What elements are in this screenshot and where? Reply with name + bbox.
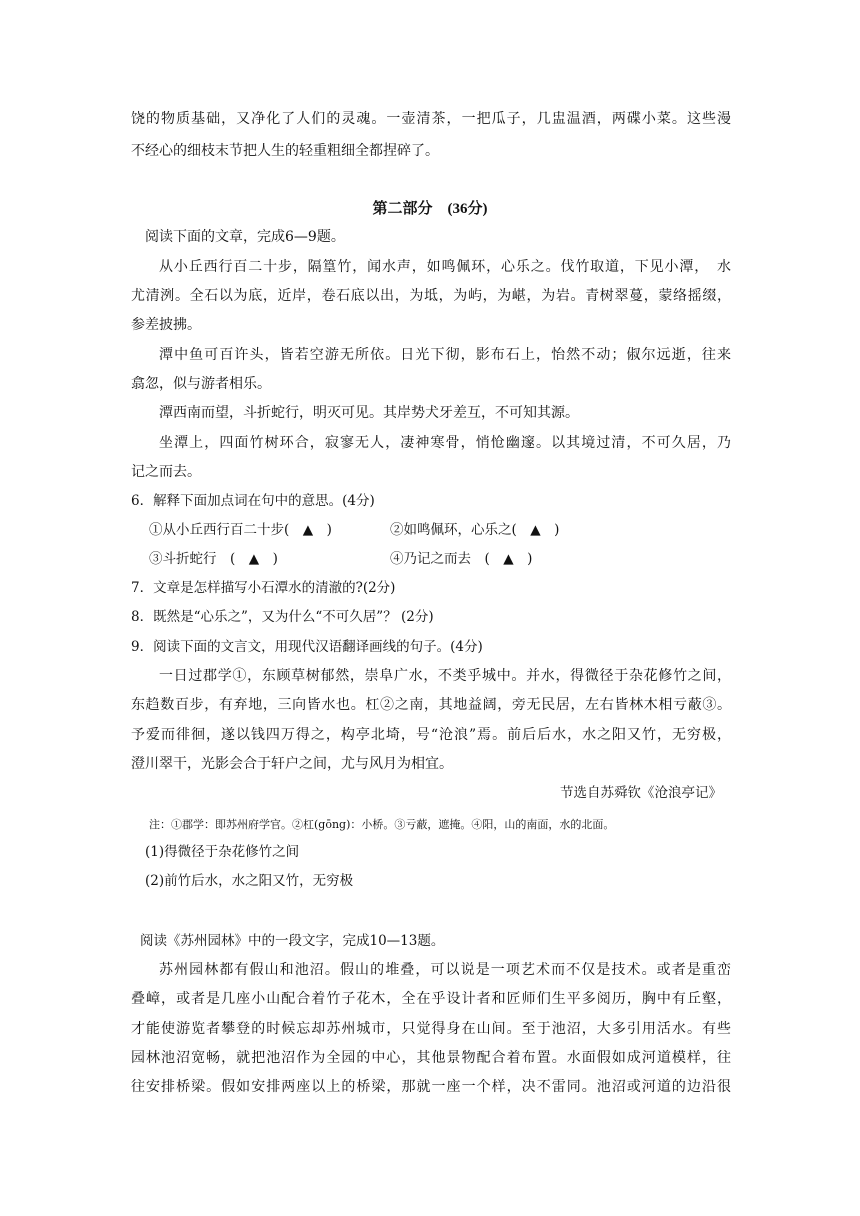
passage3-line-2: 叠嶂，或者是几座小山配合着竹子花木，全在乎设计者和匠师们生平多阅历，胸中有丘壑，: [131, 991, 731, 1007]
q6-item-1: ①从小丘西行百二十步( ▲ ): [149, 522, 332, 538]
passage2-line-3: 予爱而徘徊，遂以钱四万得之，构亭北埼，号“沧浪”焉。前后后水，水之阳又竹，无穷极，: [131, 727, 731, 743]
passage1-line-8: 记之而去。: [131, 464, 201, 480]
translate-item-2: (2)前竹后水，水之阳又竹，无穷极: [145, 873, 354, 889]
q6-stem: 6．解释下面加点词在句中的意思。(4分): [131, 493, 375, 509]
passage3-line-1: 苏州园林都有假山和池沼。假山的堆叠，可以说是一项艺术而不仅是技术。或者是重峦: [159, 962, 731, 978]
source-citation: 节选自苏舜钦《沧浪亭记》: [560, 785, 722, 801]
passage1-line-6: 潭西南而望，斗折蛇行，明灭可见。其岸势犬牙差互，不可知其源。: [159, 405, 579, 421]
passage3-line-4: 园林池沼宽畅，就把池沼作为全园的中心，其他景物配合着布置。水面假如成河道模样，往: [131, 1050, 731, 1066]
passage3-line-3: 才能使游览者攀登的时候忘却苏州城市，只觉得身在山间。至于池沼，大多引用活水。有些: [131, 1021, 731, 1037]
passage2-line-2: 东趋数百步，有弃地，三向皆水也。杠②之南，其地益阔，旁无民居，左右皆林木相亏蔽③。: [131, 697, 731, 713]
passage2-line-1: 一日过郡学①，东顾草树郁然，崇阜广水，不类乎城中。并水，得微径于杂花修竹之间，: [159, 668, 731, 684]
passage1-line-1: 从小丘西行百二十步，隔篁竹，闻水声，如鸣佩环，心乐之。伐竹取道，下见小潭， 水: [159, 259, 731, 275]
q6-item-2: ②如鸣佩环，心乐之( ▲ ): [390, 522, 560, 538]
intro-line-2: 不经心的细枝末节把人生的轻重粗细全都捏碎了。: [131, 143, 439, 159]
instruction-2: 阅读《苏州园林》中的一段文字，完成10—13题。: [140, 933, 445, 949]
q6-item-3: ③斗折蛇行 ( ▲ ): [149, 551, 278, 567]
passage3-line-5: 往安排桥梁。假如安排两座以上的桥梁，那就一座一个样，决不雷同。池沼或河道的边沿很: [131, 1079, 731, 1095]
q6-item-4: ④乃记之而去 ( ▲ ): [390, 551, 533, 567]
passage1-line-2: 尤清洌。全石以为底，近岸，卷石底以出，为坻，为屿，为嵁，为岩。青树翠蔓，蒙络摇缀，: [131, 288, 731, 304]
translate-item-1: (1)得微径于杂花修竹之间: [145, 844, 300, 860]
intro-line-1: 饶的物质基础，又净化了人们的灵魂。一壶清茶，一把瓜子，几盅温酒，两碟小菜。这些漫: [131, 111, 731, 127]
q8: 8．既然是“心乐之”，又为什么“不可久居”？ (2分): [131, 609, 434, 625]
section-title: 第二部分 (36分): [372, 201, 488, 217]
instruction-1: 阅读下面的文章，完成6—9题。: [145, 229, 345, 245]
footnote: 注：①郡学：即苏州府学官。②杠(gōng)：小桥。③亏蔽，遮掩。④阳，山的南面，水的北面。: [149, 818, 615, 831]
q7: 7．文章是怎样描写小石潭水的清澈的?(2分): [131, 580, 396, 596]
passage1-line-4: 潭中鱼可百许头，皆若空游无所依。日光下彻，影布石上，怡然不动；俶尔远逝，往来: [159, 347, 731, 363]
passage1-line-3: 参差披拂。: [131, 317, 201, 333]
q9: 9．阅读下面的文言文，用现代汉语翻译画线的句子。(4分): [131, 639, 483, 655]
passage1-line-7: 坐潭上，四面竹树环合，寂寥无人，凄神寒骨，悄怆幽邃。以其境过清，不可久居，乃: [159, 435, 731, 451]
passage1-line-5: 翕忽，似与游者相乐。: [131, 376, 271, 392]
passage2-line-4: 澄川翠干，光影会合于轩户之间，尤与风月为相宜。: [131, 756, 453, 772]
